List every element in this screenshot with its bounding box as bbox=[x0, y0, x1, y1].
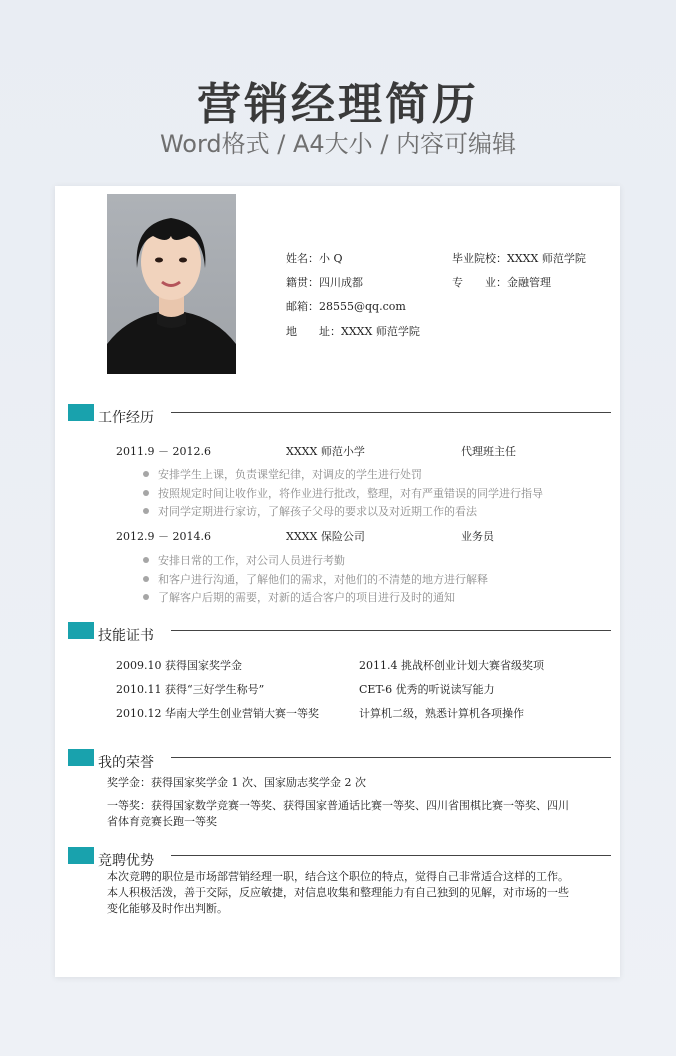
profile-major: 专 业：金融管理 bbox=[452, 276, 551, 289]
honor-scholarship: 奖学金：获得国家奖学金 1 次、国家励志奖学金 2 次 bbox=[107, 776, 366, 789]
section-marker bbox=[68, 847, 94, 864]
resume-page bbox=[55, 186, 620, 977]
job-org: XXXX 师范小学 bbox=[286, 445, 365, 458]
job-period: 2011.9 － 2012.6 bbox=[116, 445, 211, 458]
cert-item: 2010.11 获得“三好学生称号” bbox=[116, 683, 265, 696]
bullet-icon bbox=[143, 471, 149, 477]
section-divider bbox=[171, 412, 611, 413]
section-title-work: 工作经历 bbox=[98, 410, 154, 426]
list-item: 安排日常的工作，对公司人员进行考勤 bbox=[143, 552, 345, 568]
page-subtitle: Word格式 / A4大小 / 内容可编辑 bbox=[159, 130, 517, 158]
honor-awards: 一等奖：获得国家数学竞赛一等奖、获得国家普通话比赛一等奖、四川省围棋比赛一等奖、四川省体育竞赛长跑一等奖 bbox=[107, 799, 569, 828]
section-marker bbox=[68, 622, 94, 639]
advantage-text: 本次竞聘的职位是市场部营销经理一职，结合这个职位的特点，觉得自己非常适合这样的工作。本人积极活泼，善于交际，反应敏捷，对信息收集和整理能力有自己独到的见解，对市场的一些变化能够及时作出判断。 bbox=[107, 870, 569, 915]
profile-origin: 籍贯：四川成都 bbox=[286, 276, 363, 289]
job-org: XXXX 保险公司 bbox=[286, 530, 365, 543]
list-item: 安排学生上课，负责课堂纪律，对调皮的学生进行处罚 bbox=[143, 466, 422, 482]
job-role: 代理班主任 bbox=[461, 445, 516, 458]
section-divider bbox=[171, 630, 611, 631]
cert-item: 计算机二级，熟悉计算机各项操作 bbox=[359, 707, 524, 720]
section-title-honors: 我的荣誉 bbox=[98, 755, 154, 771]
profile-address: 地 址：XXXX 师范学院 bbox=[286, 325, 420, 338]
bullet-icon bbox=[143, 490, 149, 496]
section-divider bbox=[171, 855, 611, 856]
section-title-skills: 技能证书 bbox=[98, 628, 154, 644]
cert-item: CET-6 优秀的听说读写能力 bbox=[359, 683, 495, 696]
bullet-icon bbox=[143, 557, 149, 563]
bullet-icon bbox=[143, 508, 149, 514]
section-divider bbox=[171, 757, 611, 758]
profile-school: 毕业院校：XXXX 师范学院 bbox=[452, 252, 586, 265]
cert-item: 2011.4 挑战杯创业计划大赛省级奖项 bbox=[359, 659, 544, 672]
cert-item: 2009.10 获得国家奖学金 bbox=[116, 659, 242, 672]
profile-email: 邮箱：28555@qq.com bbox=[286, 300, 406, 313]
portrait-photo bbox=[107, 194, 236, 374]
profile-name: 姓名：小 Q bbox=[286, 252, 343, 265]
list-item: 和客户进行沟通，了解他们的需求，对他们的不清楚的地方进行解释 bbox=[143, 571, 488, 587]
section-title-advantage: 竞聘优势 bbox=[98, 853, 154, 869]
list-item: 了解客户后期的需要，对新的适合客户的项目进行及时的通知 bbox=[143, 589, 455, 605]
bullet-icon bbox=[143, 594, 149, 600]
bullet-icon bbox=[143, 576, 149, 582]
list-item: 对同学定期进行家访，了解孩子父母的要求以及对近期工作的看法 bbox=[143, 503, 477, 519]
section-marker bbox=[68, 404, 94, 421]
job-period: 2012.9 － 2014.6 bbox=[116, 530, 211, 543]
job-role: 业务员 bbox=[461, 530, 494, 543]
page-title: 营销经理简历 bbox=[197, 79, 479, 130]
section-marker bbox=[68, 749, 94, 766]
list-item: 按照规定时间让收作业，将作业进行批改，整理，对有严重错误的同学进行指导 bbox=[143, 485, 543, 501]
cert-item: 2010.12 华南大学生创业营销大赛一等奖 bbox=[116, 707, 319, 720]
